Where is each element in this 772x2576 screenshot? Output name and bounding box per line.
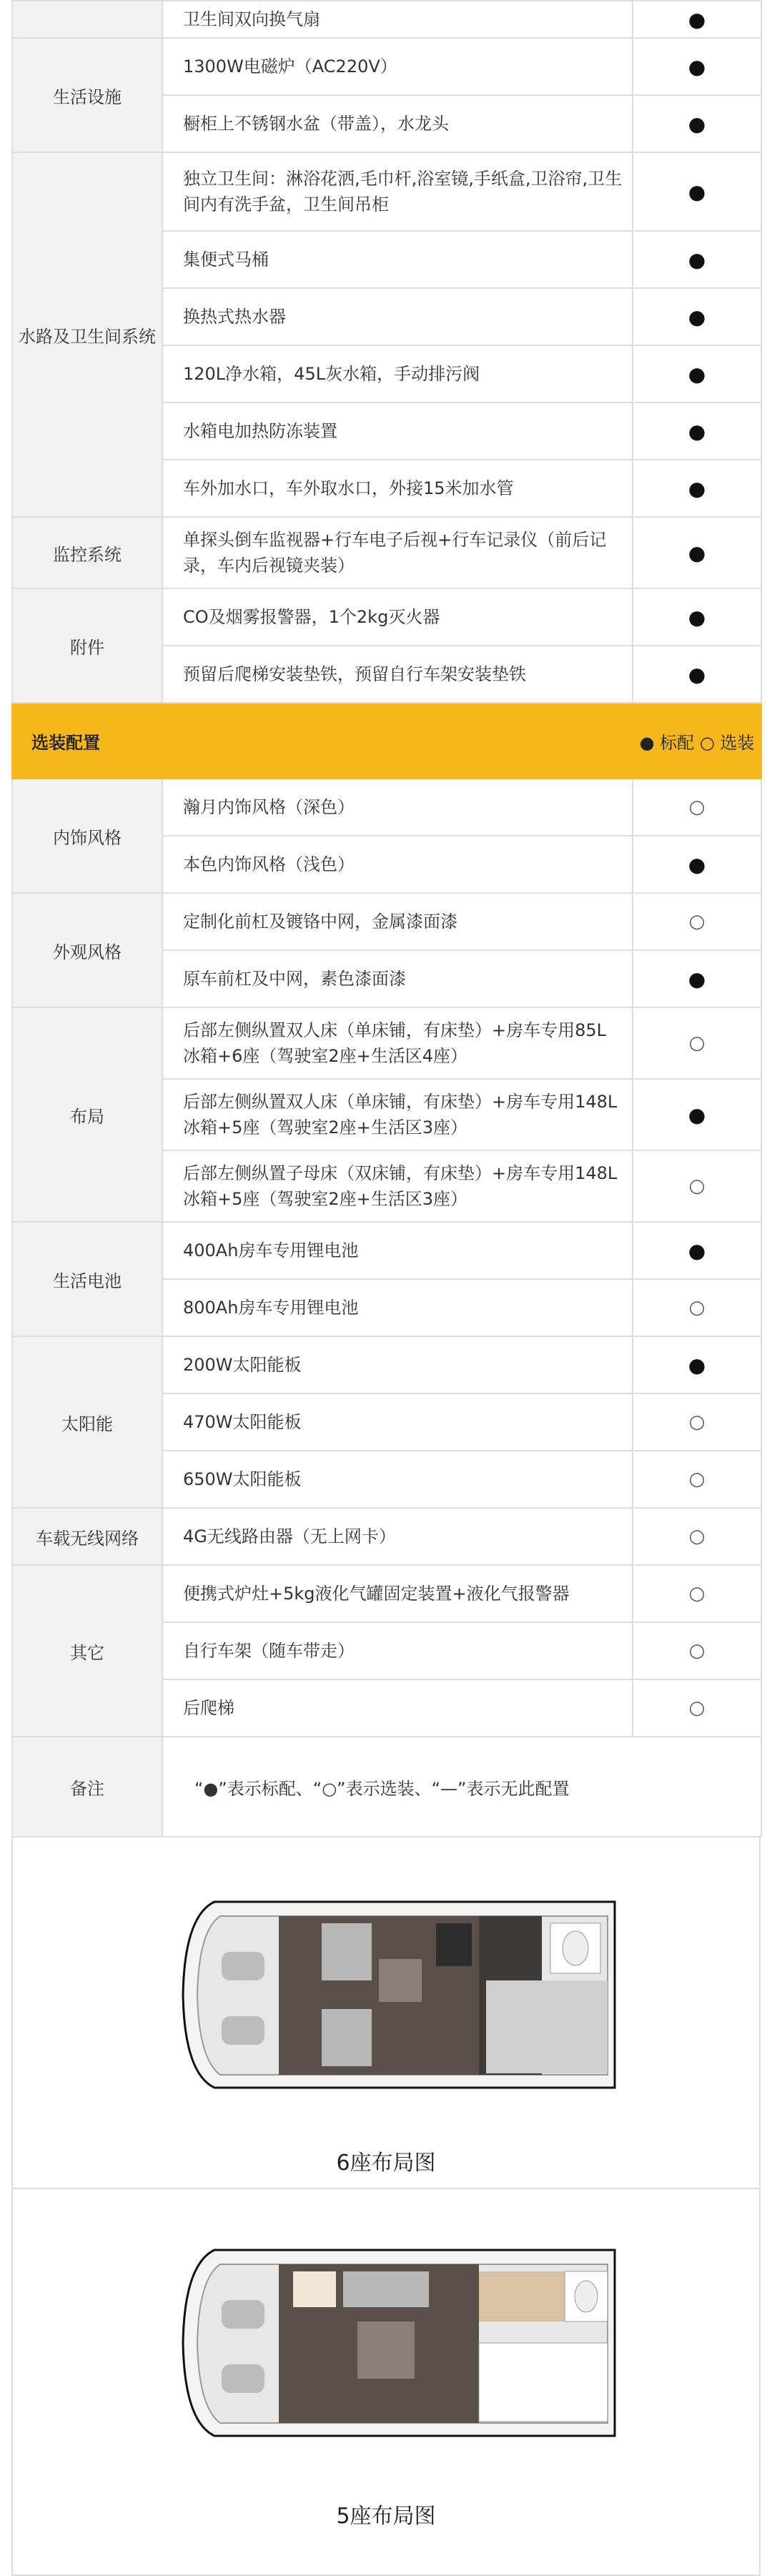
table-row	[12, 1007, 761, 1079]
item-cell: 瀚月内饰风格（深色）	[162, 779, 633, 836]
category-cell: 车载无线网络	[12, 1508, 162, 1565]
table-row	[12, 1, 761, 38]
standard-mark: ●	[633, 403, 761, 460]
standard-mark: ●	[633, 1079, 761, 1150]
category-cell: 监控系统	[12, 517, 162, 588]
standard-mark: ●	[633, 460, 761, 517]
item-cell: 自行车架（随车带走）	[162, 1622, 633, 1679]
standard-mark: ●	[633, 231, 761, 288]
item-cell: 后部左侧纵置子母床（双床铺，有床垫）+房车专用148L冰箱+5座（驾驶室2座+生活区3座）	[162, 1150, 633, 1222]
optional-mark: ○	[633, 1508, 761, 1565]
layout-6-seat	[11, 1836, 761, 2189]
standard-mark: ●	[633, 95, 761, 152]
item-cell: 650W太阳能板	[162, 1451, 633, 1508]
remark-row	[12, 1737, 761, 1837]
layout-6-seat-caption: 6座布局图	[336, 2151, 436, 2176]
standard-mark: ●	[633, 836, 761, 893]
table-row	[12, 1565, 761, 1622]
standard-mark: ●	[633, 517, 761, 588]
item-cell: CO及烟雾报警器，1个2kg灭火器	[162, 588, 633, 646]
category-cell: 水路及卫生间系统	[12, 152, 162, 517]
item-cell: 200W太阳能板	[162, 1336, 633, 1393]
category-cell	[12, 1, 162, 38]
optional-section-title: 选装配置	[12, 703, 633, 779]
spec-table	[11, 0, 762, 1837]
item-cell: 独立卫生间：淋浴花洒,毛巾杆,浴室镜,手纸盒,卫浴帘,卫生间内有洗手盆，卫生间吊柜	[162, 152, 633, 231]
optional-mark: ○	[633, 1565, 761, 1622]
optional-section-header	[12, 703, 761, 779]
optional-mark: ○	[633, 1679, 761, 1737]
item-cell: 4G无线路由器（无上网卡）	[162, 1508, 633, 1565]
item-cell: 原车前杠及中网，素色漆面漆	[162, 950, 633, 1007]
item-cell: 水箱电加热防冻装置	[162, 403, 633, 460]
table-row	[12, 38, 761, 95]
category-cell: 外观风格	[12, 893, 162, 1007]
standard-mark: ●	[633, 288, 761, 345]
item-cell: 1300W电磁炉（AC220V）	[162, 38, 633, 95]
remark-label: 备注	[12, 1737, 162, 1837]
optional-mark: ○	[633, 779, 761, 836]
item-cell: 470W太阳能板	[162, 1393, 633, 1451]
item-cell: 换热式热水器	[162, 288, 633, 345]
item-cell: 800Ah房车专用锂电池	[162, 1279, 633, 1336]
item-cell: 预留后爬梯安装垫铁，预留自行车架安装垫铁	[162, 646, 633, 703]
item-cell: 后部左侧纵置双人床（单床铺，有床垫）+房车专用85L冰箱+6座（驾驶室2座+生活区4座）	[162, 1007, 633, 1079]
standard-mark: ●	[633, 1336, 761, 1393]
standard-mark: ●	[633, 152, 761, 231]
table-row	[12, 779, 761, 836]
item-cell: 定制化前杠及镀铬中网，金属漆面漆	[162, 893, 633, 950]
remark-text: “●”表示标配、“○”表示选装、“—”表示无此配置	[162, 1737, 761, 1837]
legend-optional: ○ 选装	[699, 732, 755, 753]
item-cell: 单探头倒车监视器+行车电子后视+行车记录仪（前后记录，车内后视镜夹装）	[162, 517, 633, 588]
legend	[633, 703, 761, 779]
item-cell: 集便式马桶	[162, 231, 633, 288]
table-row	[12, 1336, 761, 1393]
table-row	[12, 517, 761, 588]
standard-mark: ●	[633, 1, 761, 38]
standard-mark: ●	[633, 345, 761, 403]
standard-mark: ●	[633, 646, 761, 703]
category-cell: 生活设施	[12, 38, 162, 152]
optional-mark: ○	[633, 1622, 761, 1679]
category-cell: 内饰风格	[12, 779, 162, 893]
category-cell: 附件	[12, 588, 162, 703]
item-cell: 后爬梯	[162, 1679, 633, 1737]
table-row	[12, 1508, 761, 1565]
standard-mark: ●	[633, 950, 761, 1007]
item-cell: 卫生间双向换气扇	[162, 1, 633, 38]
category-cell: 其它	[12, 1565, 162, 1737]
category-cell: 太阳能	[12, 1336, 162, 1508]
floor-plan-6-seat-image	[179, 1895, 629, 2095]
item-cell: 400Ah房车专用锂电池	[162, 1222, 633, 1279]
item-cell: 本色内饰风格（浅色）	[162, 836, 633, 893]
optional-mark: ○	[633, 1150, 761, 1222]
standard-mark: ●	[633, 38, 761, 95]
item-cell: 橱柜上不锈钢水盆（带盖），水龙头	[162, 95, 633, 152]
item-cell: 车外加水口，车外取水口，外接15米加水管	[162, 460, 633, 517]
table-row	[12, 588, 761, 646]
item-cell: 便携式炉灶+5kg液化气罐固定装置+液化气报警器	[162, 1565, 633, 1622]
optional-mark: ○	[633, 1007, 761, 1079]
floor-plan-5-seat-image	[179, 2243, 629, 2443]
standard-mark: ●	[633, 588, 761, 646]
layout-5-seat-caption: 5座布局图	[336, 2504, 436, 2529]
table-row	[12, 1222, 761, 1279]
table-row	[12, 152, 761, 231]
legend-standard: ● 标配	[639, 732, 695, 753]
category-cell: 布局	[12, 1007, 162, 1222]
legend-gap	[694, 733, 700, 753]
optional-mark: ○	[633, 1451, 761, 1508]
item-cell: 后部左侧纵置双人床（单床铺，有床垫）+房车专用148L冰箱+5座（驾驶室2座+生活区3座）	[162, 1079, 633, 1150]
category-cell: 生活电池	[12, 1222, 162, 1336]
table-row	[12, 893, 761, 950]
optional-mark: ○	[633, 893, 761, 950]
layout-5-seat	[11, 2188, 761, 2576]
optional-mark: ○	[633, 1393, 761, 1451]
optional-mark: ○	[633, 1279, 761, 1336]
standard-mark: ●	[633, 1222, 761, 1279]
item-cell: 120L净水箱，45L灰水箱，手动排污阀	[162, 345, 633, 403]
